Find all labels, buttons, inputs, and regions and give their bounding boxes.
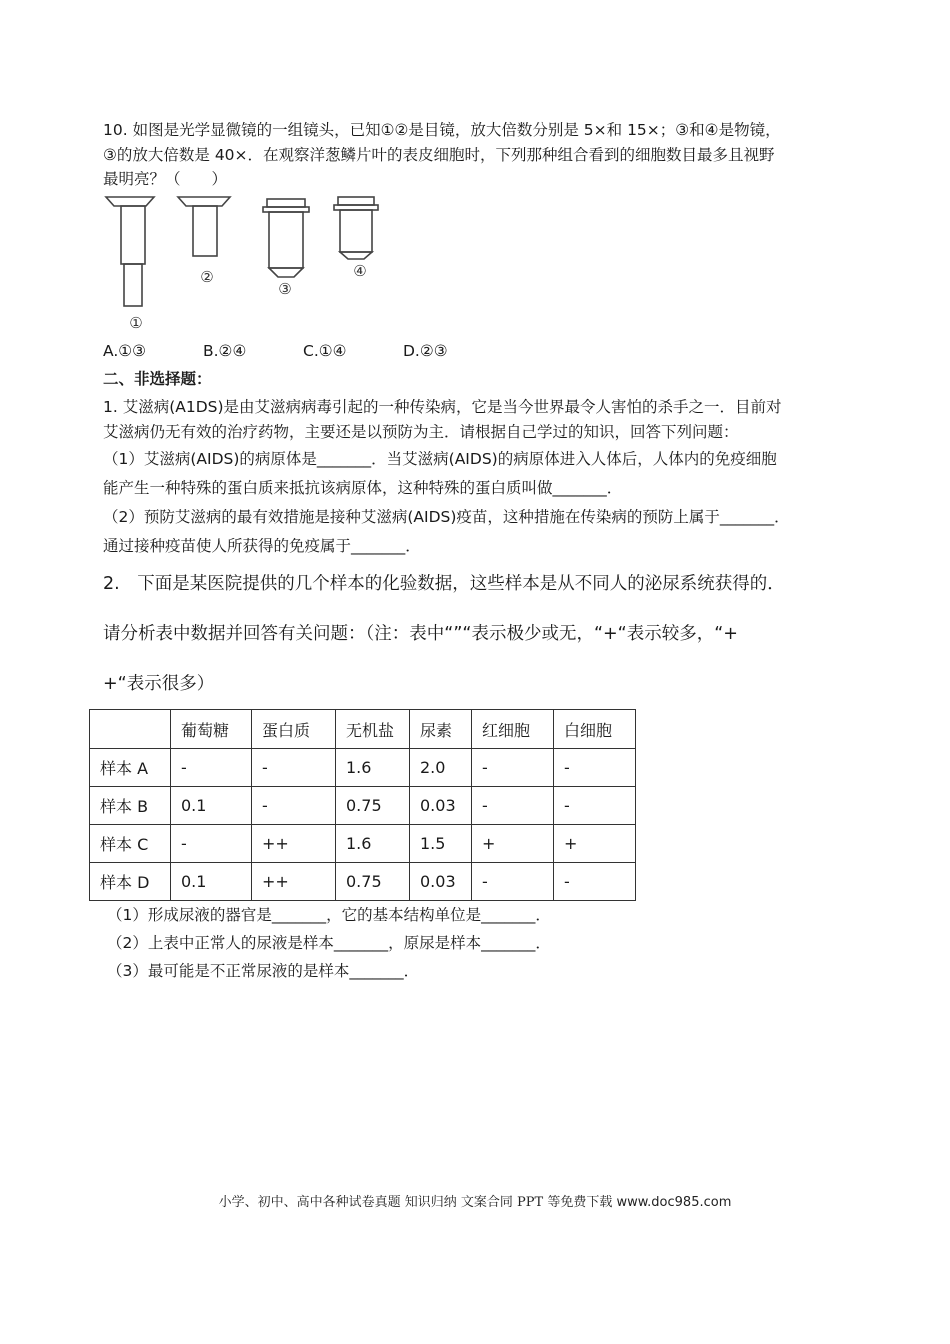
lens-label-4: ④ — [353, 262, 367, 280]
footer-url: www.doc985.com — [616, 1195, 732, 1210]
q2-sub3: （3）最可能是不正常尿液的是样本_______． — [107, 962, 420, 980]
footer-text: 小学、初中、高中各种试卷真题 知识归纳 文案合同 PPT 等免费下载 — [218, 1195, 613, 1210]
table-cell: + — [472, 825, 554, 863]
table-cell: 0.75 — [336, 787, 410, 825]
table-header-cell — [90, 710, 171, 749]
table-cell: 样本 B — [90, 787, 171, 825]
table-header-cell: 红细胞 — [472, 710, 554, 749]
table-cell: - — [554, 863, 636, 901]
table-row — [90, 863, 636, 901]
table-cell: 0.75 — [336, 863, 410, 901]
microscope-lens-figure — [100, 190, 390, 335]
q1-text-line6: 通过接种疫苗使人所获得的免疫属于_______． — [103, 537, 421, 555]
lens-label-3: ③ — [278, 280, 292, 298]
table-cell: - — [554, 749, 636, 787]
table-cell: 2.0 — [410, 749, 472, 787]
table-cell: 1.6 — [336, 749, 410, 787]
q1-text-line4: 能产生一种特殊的蛋白质来抵抗该病原体，这种特殊的蛋白质叫做_______． — [103, 479, 623, 497]
table-cell: 样本 A — [90, 749, 171, 787]
table-cell: 0.1 — [171, 863, 252, 901]
objective-lens-3 — [263, 199, 309, 277]
table-cell: - — [554, 787, 636, 825]
page-footer — [0, 1191, 950, 1210]
table-cell: + — [554, 825, 636, 863]
table-header-cell: 蛋白质 — [252, 710, 336, 749]
objective-lens-4 — [334, 197, 378, 259]
q2-sub1: （1）形成尿液的器官是_______，它的基本结构单位是_______． — [107, 906, 551, 924]
table-cell: - — [472, 787, 554, 825]
table-cell: ++ — [252, 863, 336, 901]
table-cell: 1.6 — [336, 825, 410, 863]
table-header-cell: 葡萄糖 — [171, 710, 252, 749]
lens-label-1: ① — [129, 314, 143, 332]
q10-text-line2: ③的放大倍数是 40×．在观察洋葱鳞片叶的表皮细胞时，下列那种组合看到的细胞数目最多且视野 — [103, 146, 775, 164]
q1-text-line5: （2）预防艾滋病的最有效措施是接种艾滋病(AIDS)疫苗，这种措施在传染病的预防上属于_______． — [103, 508, 790, 526]
q1-text-line2: 艾滋病仍无有效的治疗药物，主要还是以预防为主．请根据自己学过的知识，回答下列问题： — [103, 423, 739, 441]
q1-text-line3: （1）艾滋病(AIDS)的病原体是_______．当艾滋病(AIDS)的病原体进入人体后，人体内的免疫细胞 — [103, 450, 777, 468]
table-cell: - — [252, 749, 336, 787]
q2-sub2: （2）上表中正常人的尿液是样本_______，原尿是样本_______． — [107, 934, 551, 952]
urine-sample-table — [89, 709, 636, 901]
table-cell: ++ — [252, 825, 336, 863]
table-cell: 0.1 — [171, 787, 252, 825]
q10-text-line1: 10. 如图是光学显微镜的一组镜头，已知①②是目镜，放大倍数分别是 5×和 15×；③和④是物镜， — [103, 121, 781, 139]
choice-b: B.②④ — [203, 342, 247, 360]
q2-text-line3: +“表示很多） — [103, 674, 215, 694]
table-header-cell: 尿素 — [410, 710, 472, 749]
eyepiece-lens-1 — [106, 197, 154, 306]
table-cell: - — [472, 749, 554, 787]
q2-text-line2: 请分析表中数据并回答有关问题：（注：表中“”“表示极少或无，“+“表示较多，“+ — [103, 624, 738, 644]
table-row — [90, 749, 636, 787]
q10-text-line3: 最明亮？（ ） — [103, 170, 228, 188]
table-cell: 样本 C — [90, 825, 171, 863]
table-row — [90, 825, 636, 863]
lens-label-2: ② — [200, 268, 214, 286]
eyepiece-lens-2 — [178, 197, 230, 256]
table-header-row — [90, 710, 636, 749]
q2-text-line1: 2. 下面是某医院提供的几个样本的化验数据，这些样本是从不同人的泌尿系统获得的． — [103, 574, 785, 594]
table-cell: 样本 D — [90, 863, 171, 901]
q1-text-line1: 1. 艾滋病(A1DS)是由艾滋病病毒引起的一种传染病，它是当今世界最令人害怕的杀手之一．目前对 — [103, 398, 782, 416]
table-row — [90, 787, 636, 825]
table-header-cell: 无机盐 — [336, 710, 410, 749]
table-cell: - — [171, 749, 252, 787]
table-cell: 1.5 — [410, 825, 472, 863]
choice-a: A.①③ — [103, 342, 147, 360]
choice-d: D.②③ — [403, 342, 448, 360]
choice-c: C.①④ — [303, 342, 347, 360]
table-cell: 0.03 — [410, 863, 472, 901]
table-cell: - — [472, 863, 554, 901]
section-heading: 二、非选择题： — [103, 370, 212, 388]
table-cell: 0.03 — [410, 787, 472, 825]
table-cell: - — [252, 787, 336, 825]
table-cell: - — [171, 825, 252, 863]
table-header-cell: 白细胞 — [554, 710, 636, 749]
